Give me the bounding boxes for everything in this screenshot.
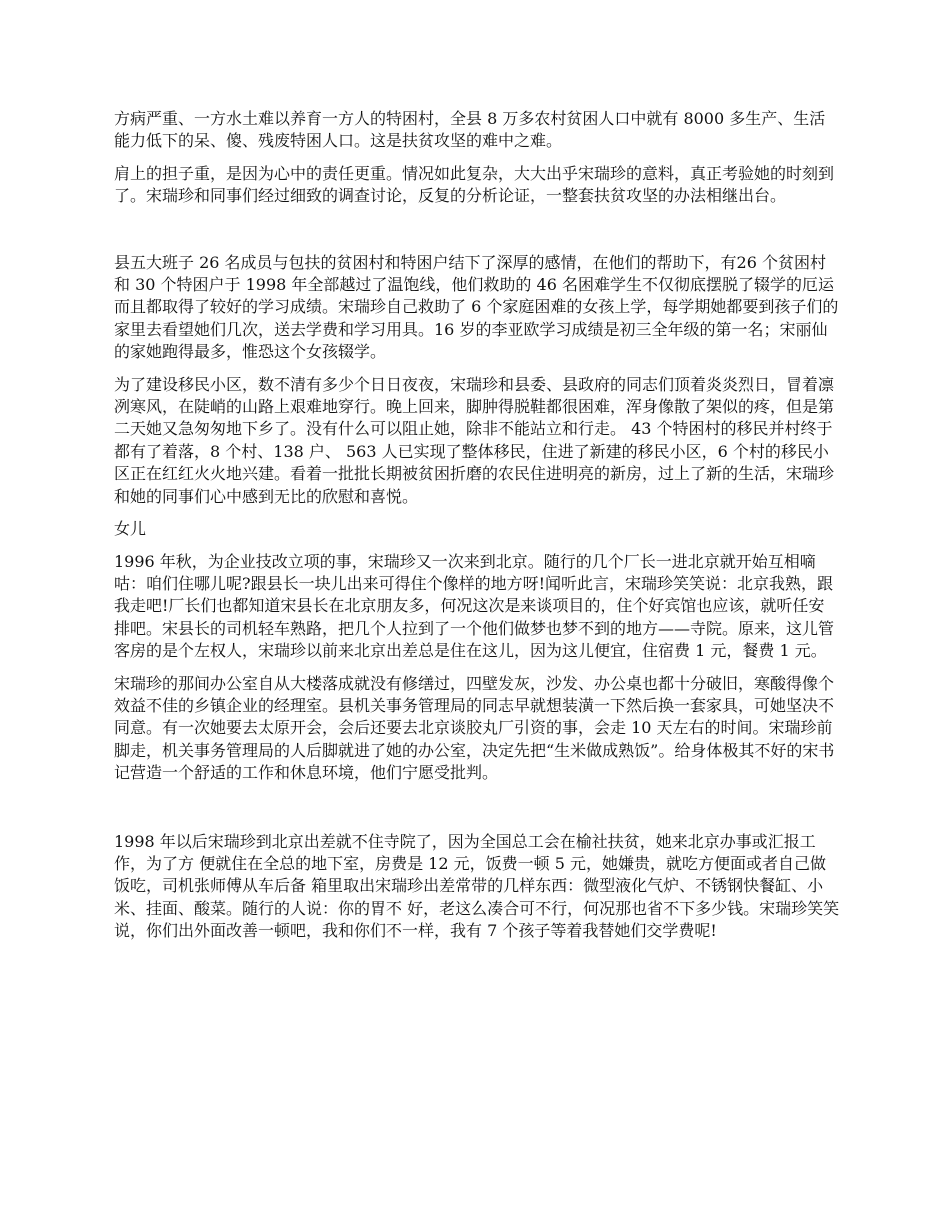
paragraph-4: 为了建设移民小区，数不清有多少个日日夜夜，宋瑞珍和县委、县政府的同志们顶着炎炎烈日，冒着凛冽寒风，在陡峭的山路上艰难地穿行。晚上回来，脚肿得脱鞋都很困难，浑身像散了架似的疼，但是第二天她又急匆匆地下乡了。没有什么可以阻止她，除非不能站立和行走。 43 个特困村的移民并村终于都有了着落，8 个村、138 户、 563 人已实现了整体移民，住进了新建的移民小区，6 个村的移民小区正在红红火火地兴建。看着一批批长期被贫困折磨的农民住进明亮的新房，过上了新的生活，宋瑞珍和她的同事们心中感到无比的欣慰和喜悦。	[114, 374, 835, 506]
paragraph-5: 1996 年秋，为企业技改立项的事，宋瑞珍又一次来到北京。随行的几个厂长一进北京就开始互相嘀咕：咱们住哪儿呢?跟县长一块儿出来可得住个像样的地方呀!闻听此言，宋瑞珍笑笑说：北京我熟，跟我走吧!厂长们也都知道宋县长在北京朋友多，何况这次是来谈项目的，住个好宾馆也应该，就听任安排吧。宋县长的司机轻车熟路，把几个人拉到了一个他们做梦也梦不到的地方——寺院。原来，这儿管客房的是个左权人，宋瑞珍以前来北京出差总是住在这儿，因为这儿便宜，住宿费 1 元，餐费 1 元。	[114, 551, 835, 661]
paragraph-7: 1998 年以后宋瑞珍到北京出差就不住寺院了，因为全国总工会在榆社扶贫，她来北京办事或汇报工作，为了方 便就住在全总的地下室，房费是 12 元，饭费一顿 5 元，她嫌贵，就吃方便面或者自己做饭吃，司机张师傅从车后备 箱里取出宋瑞珍出差常带的几样东西：微型液化气炉、不锈钢快餐缸、小米、挂面、酸菜。随行的人说：你的胃不 好，老这么凑合可不行，何况那也省不下多少钱。宋瑞珍笑笑说，你们出外面改善一顿吧，我和你们不一样，我有 7 个孩子等着我替她们交学费呢!	[114, 831, 840, 941]
section-heading-daughter: 女儿	[114, 519, 147, 539]
document-page	[114, 108, 840, 943]
paragraph-6: 宋瑞珍的那间办公室自从大楼落成就没有修缮过，四壁发灰，沙发、办公桌也都十分破旧，寒酸得像个效益不佳的乡镇企业的经理室。县机关事务管理局的同志早就想装潢一下然后换一套家具，可她坚决不同意。有一次她要去太原开会，会后还要去北京谈胶丸厂引资的事，会走 10 天左右的时间。宋瑞珍前脚走，机关事务管理局的人后脚就进了她的办公室，决定先把“生米做成熟饭”。给身体极其不好的宋书记营造一个舒适的工作和休息环境，他们宁愿受批判。	[114, 673, 835, 783]
paragraph-2: 肩上的担子重，是因为心中的责任更重。情况如此复杂，大大出乎宋瑞珍的意料，真正考验她的时刻到了。宋瑞珍和同事们经过细致的调查讨论，反复的分析论证，一整套扶贫攻坚的办法相继出台。	[114, 163, 835, 206]
paragraph-1: 方病严重、一方水土难以养育一方人的特困村，全县 8 万多农村贫困人口中就有 8000 多生产、生活能力低下的呆、傻、残废特困人口。这是扶贫攻坚的难中之难。	[114, 109, 826, 151]
paragraph-3: 县五大班子 26 名成员与包扶的贫困村和特困户结下了深厚的感情，在他们的帮助下，有26 个贫困村和 30 个特困户于 1998 年全部越过了温饱线，他们救助的 46 名困难学生不仅彻底摆脱了辍学的厄运而且都取得了较好的学习成绩。宋瑞珍自己救助了 6 个家庭困难的女孩上学，每学期她都要到孩子们的家里去看望她们几次，送去学费和学习用具。16 岁的李亚欧学习成绩是初三全年级的第一名；宋丽仙的家她跑得最多，惟恐这个女孩辍学。	[114, 252, 839, 362]
